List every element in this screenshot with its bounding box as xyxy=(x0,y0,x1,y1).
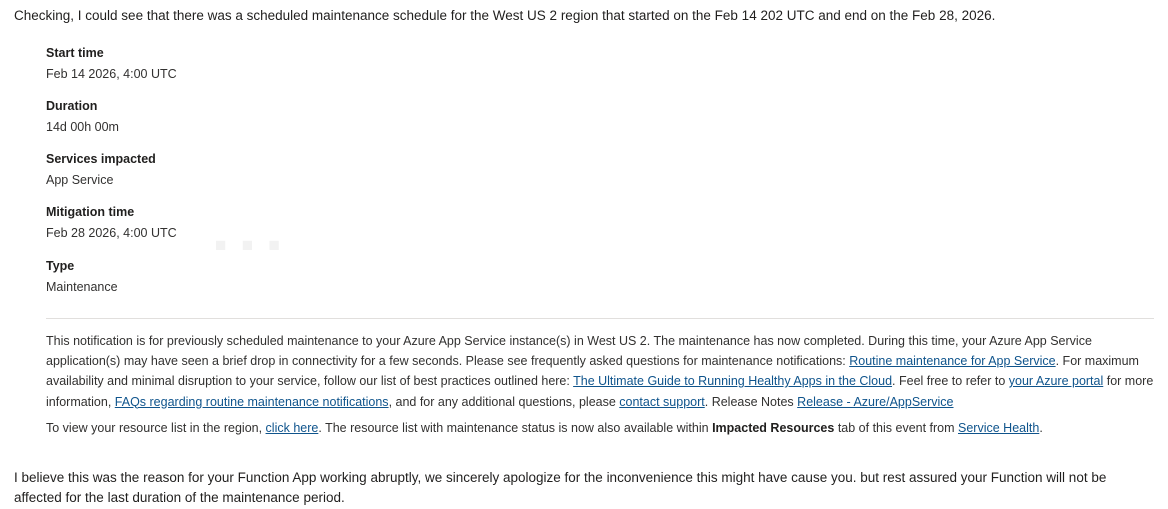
field-mitigation-time xyxy=(46,203,1154,242)
field-start-time xyxy=(46,44,1154,83)
field-services-impacted xyxy=(46,150,1154,189)
notice2-text-2: . The resource list with maintenance status is now also available within xyxy=(318,420,713,435)
field-label: Services impacted xyxy=(46,152,156,167)
link-contact-support[interactable]: contact support xyxy=(619,394,705,409)
link-release-notes[interactable]: Release - Azure/AppService xyxy=(797,394,954,409)
notice-text-3: . Feel free to refer to xyxy=(892,374,1009,389)
field-value: 14d 00h 00m xyxy=(46,119,119,134)
notice-text-2: . For maximum availability and minimal disruption to your service, follow our list of best practices outlined here: xyxy=(46,354,1139,389)
field-label: Duration xyxy=(46,98,98,113)
impacted-resources-label: Impacted Resources xyxy=(712,420,835,435)
notice-text-6: . Release Notes xyxy=(704,394,798,409)
link-routine-maintenance[interactable]: Routine maintenance for App Service xyxy=(849,354,1056,369)
field-value: Maintenance xyxy=(46,279,118,294)
notice-paragraph-secondary xyxy=(46,418,1154,438)
link-ultimate-guide[interactable]: The Ultimate Guide to Running Healthy Apps in the Cloud xyxy=(573,374,893,389)
field-value: Feb 14 2026, 4:00 UTC xyxy=(46,66,177,81)
field-type xyxy=(46,257,1154,296)
link-click-here[interactable]: click here xyxy=(265,420,319,435)
field-label: Start time xyxy=(46,45,104,60)
notice2-text-4: . xyxy=(1039,420,1043,435)
notice-text-5: , and for any additional questions, please xyxy=(388,394,620,409)
closing-paragraph: I believe this was the reason for your Function App working abruptly, we sincerely apologize for the inconvenience this might have cause you. but rest assured your Function will not be affected for the last duration of the maintenance period. xyxy=(14,470,1107,506)
link-service-health[interactable]: Service Health xyxy=(958,420,1040,435)
field-label: Type xyxy=(46,258,75,273)
link-faqs[interactable]: FAQs regarding routine maintenance notifications xyxy=(114,394,389,409)
intro-paragraph: Checking, I could see that there was a scheduled maintenance schedule for the West US 2 region that started on the Feb 14 202 UTC and end on the Feb 28, 2026. xyxy=(14,8,996,23)
notice2-text-1: To view your resource list in the region, xyxy=(46,420,266,435)
maintenance-details xyxy=(46,44,1154,439)
field-value: App Service xyxy=(46,173,114,188)
section-divider xyxy=(46,318,1154,319)
notice2-text-3: tab of this event from xyxy=(834,420,959,435)
field-label: Mitigation time xyxy=(46,205,135,220)
link-azure-portal[interactable]: your Azure portal xyxy=(1008,374,1104,389)
notice-text-1: This notification is for previously scheduled maintenance to your Azure App Service instance(s) in West US 2. The maintenance has now completed. During this time, your Azure App Service application(s) may have seen a brief drop in connectivity for a few seconds. Please see frequently asked questions for maintenance notifications: xyxy=(46,333,1092,369)
notice-paragraph xyxy=(46,331,1154,412)
field-value: Feb 28 2026, 4:00 UTC xyxy=(46,226,177,241)
field-duration xyxy=(46,97,1154,136)
notice-text-4: for more information, xyxy=(46,374,1154,409)
watermark: ■ ■ ■ xyxy=(215,235,285,256)
